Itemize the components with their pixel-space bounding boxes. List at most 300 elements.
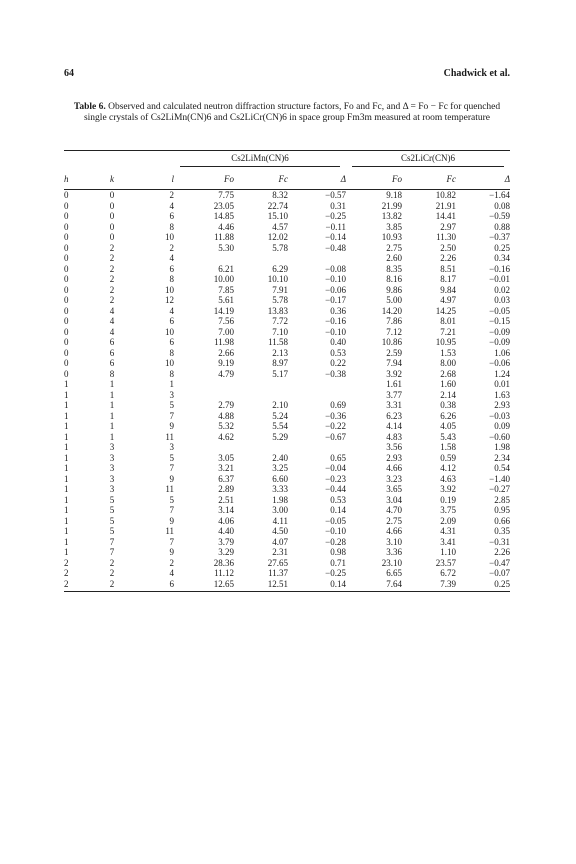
cell-fc-cr: 0.19 [440, 494, 456, 505]
cell-h: 0 [64, 347, 69, 358]
cell-delta-mn [288, 390, 346, 401]
cell-l: 2 [169, 557, 174, 568]
cell-fc-mn: 2.10 [272, 400, 288, 410]
cell-fc-cr: 0.59 [440, 452, 456, 463]
cell-delta-cr: 2.26 [494, 547, 510, 557]
cell-delta-cr: −0.05 [489, 305, 510, 316]
cell-fc-cr: 2.09 [440, 515, 456, 526]
cell-l: 10 [165, 326, 174, 337]
cell-fc-cr: 4.63 [440, 473, 456, 484]
cell-fo-mn: 11.12 [214, 568, 234, 578]
table-row [64, 348, 510, 359]
cell-delta-cr: −1.64 [489, 190, 510, 200]
cell-fo-cr: 2.75 [386, 515, 402, 526]
cell-l: 6 [169, 316, 174, 326]
cell-fc-mn: 3.25 [272, 463, 288, 473]
table-row [64, 327, 510, 338]
cell-k: 1 [109, 421, 115, 431]
cell-fc-cr: 4.12 [440, 463, 456, 473]
cell-delta-cr: −0.47 [489, 557, 510, 568]
table-row [64, 547, 510, 558]
cell-fc-cr: 11.30 [436, 232, 456, 242]
cell-fc-mn: 7.72 [272, 316, 288, 326]
cell-k: 2 [109, 557, 115, 568]
cell-fc-cr: 6.72 [440, 568, 456, 578]
cell-fc-cr: 10.95 [435, 337, 456, 347]
cell-fc-cr: 2.68 [440, 368, 456, 379]
table-row [64, 190, 510, 201]
cell-l: 2 [169, 242, 174, 253]
cell-l: 3 [169, 442, 174, 452]
cell-l: 6 [169, 263, 174, 274]
cell-fo-cr: 3.56 [386, 442, 402, 452]
cell-h: 0 [64, 337, 69, 347]
cell-fo-mn: 11.98 [214, 337, 234, 347]
cell-h: 1 [64, 400, 69, 410]
cell-fo-mn: 7.00 [218, 326, 234, 337]
cell-delta-mn: −0.22 [325, 421, 346, 431]
cell-fo-mn: 14.19 [213, 305, 234, 316]
cell-l: 9 [169, 515, 174, 526]
cell-l: 7 [169, 536, 174, 547]
cell-fo-mn: 7.56 [218, 316, 234, 326]
cell-delta-mn: −0.38 [325, 368, 346, 379]
cell-l: 10 [165, 358, 174, 368]
cell-l: 11 [165, 484, 174, 494]
cell-fo-cr: 3.65 [386, 484, 402, 494]
cell-k: 1 [109, 431, 115, 442]
cell-fc-cr: 2.50 [440, 242, 456, 253]
cell-delta-cr: −0.07 [489, 568, 510, 578]
cell-delta-mn: 0.71 [330, 557, 346, 568]
cell-delta-cr: 2.85 [494, 494, 510, 505]
cell-delta-cr: 0.25 [494, 242, 510, 253]
cell-fo-mn: 7.85 [218, 284, 234, 295]
cell-fc-mn: 12.02 [267, 232, 288, 242]
cell-fo-mn: 10.00 [213, 274, 234, 284]
cell-delta-cr: 1.24 [494, 368, 510, 379]
cell-k: 4 [109, 316, 115, 326]
table-caption [64, 102, 510, 124]
cell-fo-mn: 4.40 [218, 526, 234, 536]
cell-delta-cr: 2.93 [494, 400, 510, 410]
cell-delta-cr: −0.06 [489, 358, 510, 368]
cell-delta-cr: −0.09 [489, 326, 510, 337]
cell-fc-cr: 8.01 [440, 316, 456, 326]
cell-fo-cr: 6.23 [386, 410, 402, 421]
cell-fo-cr: 2.93 [386, 452, 402, 463]
cell-k: 2 [109, 295, 115, 305]
cell-l: 10 [165, 284, 174, 295]
cell-k: 1 [109, 410, 115, 421]
cell-fo-cr: 1.61 [386, 379, 402, 389]
cell-delta-cr: 0.66 [494, 515, 510, 526]
cell-delta-mn: −0.14 [325, 232, 346, 242]
col-delta-cr: Δ [456, 165, 510, 190]
cell-delta-mn: 0.65 [330, 452, 346, 463]
cell-l: 5 [169, 494, 174, 505]
cell-k: 0 [109, 211, 115, 221]
cell-fo-mn: 28.36 [213, 557, 234, 568]
cell-l: 9 [169, 547, 174, 557]
cell-l: 6 [169, 337, 174, 347]
cell-delta-cr: 0.09 [494, 421, 510, 431]
cell-l: 10 [165, 232, 174, 242]
cell-fo-mn: 6.37 [218, 473, 234, 484]
cell-fc-mn: 2.40 [272, 452, 288, 463]
cell-fo-cr: 4.14 [386, 421, 402, 431]
cell-fo-mn: 3.79 [218, 536, 234, 547]
table-row [64, 369, 510, 380]
table-row [64, 306, 510, 317]
cell-delta-cr: 1.98 [494, 442, 510, 452]
cell-k: 2 [109, 242, 115, 253]
table-row [64, 274, 510, 285]
cell-k: 5 [109, 494, 115, 505]
table-row [64, 358, 510, 369]
cell-h: 1 [64, 421, 69, 431]
table-body [64, 190, 510, 592]
cell-delta-cr: 1.06 [494, 347, 510, 358]
cell-fc-cr: 0.38 [440, 400, 456, 410]
cell-k: 2 [109, 274, 115, 284]
cell-h: 0 [64, 211, 69, 221]
cell-h: 1 [64, 515, 69, 526]
cell-h: 1 [64, 547, 69, 557]
cell-l: 5 [169, 400, 174, 410]
cell-k: 2 [109, 263, 115, 274]
cell-delta-cr: 0.35 [494, 526, 510, 536]
table-label: Table 6. [73, 102, 106, 112]
cell-fo-mn: 2.66 [218, 347, 234, 358]
cell-fc-cr: 2.97 [440, 221, 456, 232]
cell-delta-cr: 0.01 [494, 379, 510, 389]
cell-fo-mn [174, 379, 234, 390]
cell-fc-cr: 14.41 [435, 211, 456, 221]
cell-fo-mn: 9.19 [218, 358, 234, 368]
cell-fc-cr: 1.60 [440, 379, 456, 389]
table-row [64, 411, 510, 422]
cell-delta-mn: 0.14 [288, 579, 346, 592]
cell-fc-cr: 3.41 [440, 536, 456, 547]
cell-h: 1 [64, 526, 69, 536]
cell-k: 3 [109, 452, 115, 463]
cell-fc-cr: 1.10 [440, 547, 456, 557]
table-row [64, 390, 510, 401]
cell-fc-mn: 3.00 [272, 505, 288, 515]
cell-h: 0 [64, 221, 69, 232]
cell-delta-mn: −0.10 [325, 326, 346, 337]
cell-fo-cr: 23.10 [381, 557, 402, 568]
group-header-row [64, 151, 510, 166]
cell-delta-mn: −0.10 [325, 274, 346, 284]
cell-fo-cr: 3.31 [386, 400, 402, 410]
cell-fo-mn: 5.32 [218, 421, 234, 431]
cell-delta-mn: −0.11 [325, 221, 346, 232]
cell-fc-mn: 5.78 [272, 242, 288, 253]
col-fo-cr: Fo [346, 165, 402, 190]
cell-h: 0 [64, 358, 69, 368]
group-header-cr: Cs2LiCr(CN)6 [346, 151, 510, 166]
cell-fo-mn [174, 442, 234, 453]
cell-delta-mn [288, 253, 346, 264]
cell-l: 12 [165, 295, 174, 305]
cell-l: 3 [169, 389, 174, 400]
cell-fc-cr: 1.58 [440, 442, 456, 452]
cell-delta-mn: −0.25 [325, 211, 346, 221]
cell-fc-mn: 4.07 [272, 536, 288, 547]
cell-delta-cr: −0.37 [489, 232, 510, 242]
table-row [64, 201, 510, 212]
cell-fo-mn: 23.05 [213, 200, 234, 211]
cell-k: 5 [109, 505, 115, 515]
cell-l: 8 [169, 221, 174, 232]
cell-h: 1 [64, 431, 69, 442]
col-h: h [64, 165, 90, 190]
cell-fc-cr: 7.39 [402, 579, 456, 592]
cell-fo-cr: 21.99 [381, 200, 402, 211]
cell-fo-cr: 13.82 [381, 211, 402, 221]
cell-k: 2 [109, 568, 115, 578]
cell-h: 0 [64, 368, 69, 379]
cell-h: 0 [64, 316, 69, 326]
cell-fo-mn: 4.06 [218, 515, 234, 526]
cell-l: 6 [169, 211, 174, 221]
cell-fo-cr: 3.04 [386, 494, 402, 505]
cell-delta-cr: 0.08 [494, 200, 510, 211]
cell-fo-cr: 4.70 [386, 505, 402, 515]
cell-fc-mn: 13.83 [267, 305, 288, 316]
cell-fo-cr: 7.86 [386, 316, 402, 326]
cell-h: 1 [64, 452, 69, 463]
cell-fc-mn: 10.10 [267, 274, 288, 284]
cell-h: 0 [64, 200, 69, 211]
cell-delta-mn: −0.16 [325, 316, 346, 326]
cell-fc-mn: 6.29 [272, 263, 288, 274]
page-header [64, 68, 510, 82]
cell-k: 6 [109, 358, 115, 368]
column-header-row [64, 165, 510, 190]
cell-delta-cr: −0.59 [489, 211, 510, 221]
cell-h: 1 [64, 484, 69, 494]
cell-fo-mn: 5.61 [218, 295, 234, 305]
cell-delta-cr: 0.54 [494, 463, 510, 473]
cell-fc-mn: 11.58 [268, 337, 288, 347]
cell-l: 4 [169, 200, 174, 211]
cell-fc-cr: 8.17 [440, 274, 456, 284]
cell-k: 0 [109, 200, 115, 211]
table-row [64, 463, 510, 474]
cell-fo-mn: 4.88 [218, 410, 234, 421]
table-row [64, 295, 510, 306]
table-row [64, 579, 510, 592]
cell-l: 11 [165, 526, 174, 536]
cell-h: 1 [64, 379, 69, 389]
cell-fc-mn [234, 253, 288, 264]
page-number: 64 [64, 68, 74, 79]
cell-fc-cr: 10.82 [435, 190, 456, 200]
cell-fc-mn: 2.13 [272, 347, 288, 358]
cell-fo-cr: 2.75 [386, 242, 402, 253]
cell-delta-cr: −1.40 [489, 473, 510, 484]
cell-delta-mn: 0.14 [330, 505, 346, 515]
cell-fo-cr: 3.23 [386, 473, 402, 484]
cell-k: 4 [109, 305, 115, 316]
table-row [64, 568, 510, 579]
cell-k: 3 [109, 484, 115, 494]
cell-delta-mn: −0.08 [325, 263, 346, 274]
cell-delta-mn: −0.06 [325, 284, 346, 295]
table-row [64, 432, 510, 443]
cell-fo-cr: 3.77 [386, 389, 402, 400]
cell-fc-mn: 1.98 [272, 494, 288, 505]
cell-h: 1 [64, 473, 69, 484]
cell-fo-mn: 2.79 [218, 400, 234, 410]
cell-fo-cr: 9.86 [386, 284, 402, 295]
cell-delta-mn [288, 379, 346, 390]
cell-fo-mn: 14.85 [213, 211, 234, 221]
cell-l: 4 [169, 253, 174, 263]
cell-k: 6 [109, 347, 115, 358]
cell-fc-cr: 5.43 [440, 431, 456, 442]
cell-delta-mn: −0.36 [325, 410, 346, 421]
cell-delta-cr: 0.34 [494, 253, 510, 263]
cell-h: 0 [64, 232, 69, 242]
table-row [64, 495, 510, 506]
cell-fo-cr: 2.59 [386, 347, 402, 358]
col-delta-mn: Δ [288, 165, 346, 190]
cell-fc-mn: 3.33 [272, 484, 288, 494]
cell-fo-mn: 11.88 [214, 232, 234, 242]
cell-l: 7 [169, 463, 174, 473]
table-row [64, 537, 510, 548]
cell-h: 2 [64, 568, 69, 578]
cell-delta-cr: −0.03 [489, 410, 510, 421]
cell-k: 0 [109, 232, 115, 242]
cell-fc-mn: 22.74 [267, 200, 288, 211]
cell-delta-mn: −0.05 [325, 515, 346, 526]
cell-delta-mn [288, 442, 346, 453]
cell-fc-cr: 1.53 [440, 347, 456, 358]
cell-l: 1 [169, 379, 174, 389]
cell-delta-mn: 0.40 [330, 337, 346, 347]
cell-l: 5 [169, 452, 174, 463]
cell-h: 2 [64, 579, 90, 592]
cell-l: 4 [169, 305, 174, 316]
cell-fo-cr: 9.18 [386, 190, 402, 200]
cell-fo-cr: 10.93 [381, 232, 402, 242]
cell-delta-mn: −0.57 [325, 190, 346, 200]
cell-delta-cr: 2.34 [494, 452, 510, 463]
cell-fo-mn: 3.21 [218, 463, 234, 473]
cell-fc-mn: 5.24 [272, 410, 288, 421]
table-row [64, 264, 510, 275]
cell-fc-mn [234, 379, 288, 390]
cell-fc-mn: 8.97 [272, 358, 288, 368]
cell-fo-cr: 4.83 [386, 431, 402, 442]
cell-h: 1 [64, 410, 69, 421]
col-fo-mn: Fo [174, 165, 234, 190]
cell-fc-mn: 7.10 [272, 326, 288, 337]
cell-delta-mn: −0.44 [325, 484, 346, 494]
cell-delta-cr: −0.31 [489, 536, 510, 547]
cell-fo-cr: 10.86 [381, 337, 402, 347]
cell-fo-mn: 3.29 [218, 547, 234, 557]
group-header-mn: Cs2LiMn(CN)6 [174, 151, 346, 166]
running-author: Chadwick et al. [443, 68, 510, 79]
cell-delta-mn: −0.04 [325, 463, 346, 473]
cell-fo-cr: 3.92 [386, 368, 402, 379]
cell-fc-mn: 5.54 [272, 421, 288, 431]
cell-l: 11 [165, 431, 174, 442]
cell-k: 3 [109, 473, 115, 484]
cell-fo-mn: 6.21 [218, 263, 234, 274]
cell-l: 6 [134, 579, 174, 592]
cell-k: 0 [109, 221, 115, 232]
caption-text: Observed and calculated neutron diffraction structure factors, Fo and Fc, and Δ = Fo − Fc for quenched single crystals of Cs2LiMn(CN)6 and Cs2LiCr(CN)6 in space group Fm3m measured at room temperature [83, 102, 501, 123]
cell-h: 0 [64, 305, 69, 316]
cell-fc-mn: 2.31 [272, 547, 288, 557]
cell-fc-mn: 7.91 [272, 284, 288, 295]
col-fc-cr: Fc [402, 165, 456, 190]
cell-k: 3 [109, 442, 115, 452]
cell-fc-mn [234, 442, 288, 453]
cell-delta-cr: −0.01 [489, 274, 510, 284]
cell-fc-cr: 2.26 [440, 253, 456, 263]
cell-fo-cr: 7.94 [386, 358, 402, 368]
cell-delta-mn: −0.28 [325, 536, 346, 547]
cell-delta-mn: −0.17 [325, 295, 346, 305]
cell-k: 4 [109, 326, 115, 337]
cell-fc-cr: 9.84 [440, 284, 456, 295]
cell-fo-cr: 3.36 [386, 547, 402, 557]
cell-fo-cr: 4.66 [386, 526, 402, 536]
cell-h: 1 [64, 494, 69, 505]
cell-k: 1 [109, 389, 115, 400]
cell-k: 7 [109, 547, 115, 557]
cell-l: 9 [169, 421, 174, 431]
cell-fc-mn: 5.78 [272, 295, 288, 305]
cell-delta-cr: −0.27 [489, 484, 510, 494]
cell-k: 6 [109, 337, 115, 347]
cell-fc-mn: 5.29 [272, 431, 288, 442]
cell-fc-mn: 4.11 [272, 515, 288, 526]
cell-k: 2 [109, 284, 115, 295]
cell-delta-cr: 0.95 [494, 505, 510, 515]
cell-k: 1 [109, 379, 115, 389]
cell-fc-cr: 23.57 [435, 557, 456, 568]
table-row [64, 379, 510, 390]
cell-fo-cr: 6.65 [386, 568, 402, 578]
table-row [64, 285, 510, 296]
cell-delta-mn: 0.98 [330, 547, 346, 557]
cell-fo-mn: 2.51 [218, 494, 234, 505]
cell-fo-mn: 2.89 [218, 484, 234, 494]
cell-h: 0 [64, 274, 69, 284]
cell-delta-cr: −0.16 [489, 263, 510, 274]
cell-fo-mn: 4.62 [218, 431, 234, 442]
cell-fc-cr: 21.91 [435, 200, 456, 211]
cell-fc-mn: 8.32 [272, 190, 288, 200]
cell-fc-mn: 4.50 [272, 526, 288, 536]
cell-delta-mn: 0.69 [330, 400, 346, 410]
cell-fc-cr: 4.97 [440, 295, 456, 305]
cell-fc-cr: 2.14 [440, 389, 456, 400]
cell-h: 0 [64, 284, 69, 295]
cell-delta-cr: 0.02 [494, 284, 510, 295]
cell-l: 7 [169, 410, 174, 421]
cell-h: 0 [64, 326, 69, 337]
